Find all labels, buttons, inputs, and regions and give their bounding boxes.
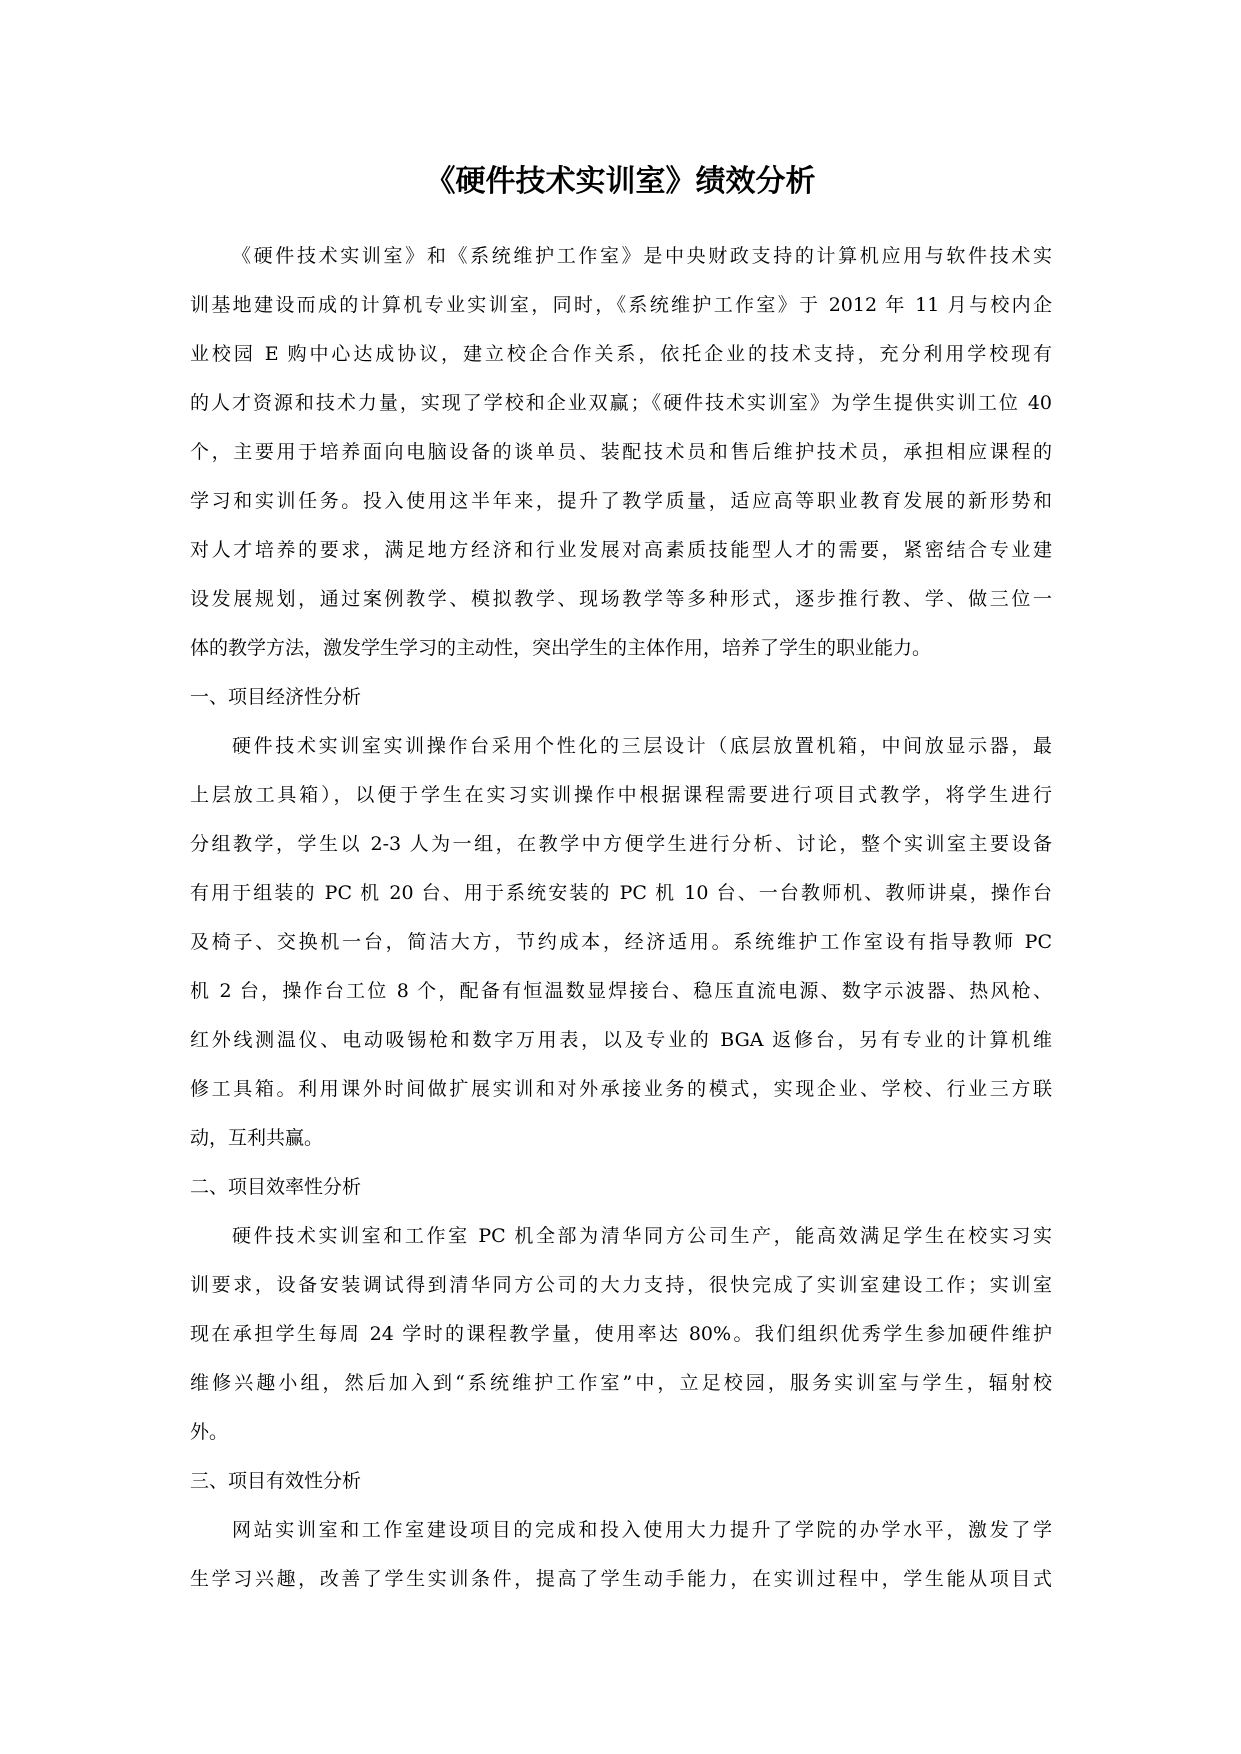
paragraph-line: 对人才培养的要求，满足地方经济和行业发展对高素质技能型人才的需要，紧密结合专业建 — [190, 539, 1052, 561]
paragraph-line: 现在承担学生每周 24 学时的课程教学量，使用率达 80%。我们组织优秀学生参加硬件维护 — [190, 1323, 1052, 1345]
paragraph-line: 机 2 台，操作台工位 8 个，配备有恒温数显焊接台、稳压直流电源、数字示波器、热风枪、 — [190, 980, 1052, 1002]
paragraph-line: 体的教学方法，激发学生学习的主动性，突出学生的主体作用，培养了学生的职业能力。 — [190, 637, 932, 659]
section-heading: 三、项目有效性分析 — [190, 1470, 362, 1492]
paragraph-line: 红外线测温仪、电动吸锡枪和数字万用表，以及专业的 BGA 返修台，另有专业的计算机维 — [190, 1029, 1052, 1051]
paragraph-line: 动，互利共赢。 — [190, 1127, 324, 1149]
paragraph-line: 网站实训室和工作室建设项目的完成和投入使用大力提升了学院的办学水平，激发了学 — [232, 1519, 1052, 1541]
paragraph-line: 业校园 E 购中心达成协议，建立校企合作关系，依托企业的技术支持，充分利用学校现有 — [190, 343, 1052, 365]
paragraph-line: 上层放工具箱），以便于学生在实习实训操作中根据课程需要进行项目式教学，将学生进行 — [190, 784, 1052, 806]
paragraph-line: 设发展规划，通过案例教学、模拟教学、现场教学等多种形式，逐步推行教、学、做三位一 — [190, 588, 1052, 610]
paragraph-line: 外。 — [190, 1421, 229, 1443]
paragraph-line: 生学习兴趣，改善了学生实训条件，提高了学生动手能力，在实训过程中，学生能从项目式 — [190, 1568, 1052, 1590]
paragraph-line: 的人才资源和技术力量，实现了学校和企业双赢；《硬件技术实训室》为学生提供实训工位 40 — [190, 392, 1052, 414]
paragraph-line: 维修兴趣小组，然后加入到“系统维护工作室”中，立足校园，服务实训室与学生，辐射校 — [190, 1372, 1052, 1394]
paragraph-line: 学习和实训任务。投入使用这半年来，提升了教学质量，适应高等职业教育发展的新形势和 — [190, 490, 1052, 512]
paragraph-line: 修工具箱。利用课外时间做扩展实训和对外承接业务的模式，实现企业、学校、行业三方联 — [190, 1078, 1052, 1100]
paragraph-line: 《硬件技术实训室》和《系统维护工作室》是中央财政支持的计算机应用与软件技术实 — [232, 245, 1052, 267]
paragraph-line: 训要求，设备安装调试得到清华同方公司的大力支持，很快完成了实训室建设工作；实训室 — [190, 1274, 1052, 1296]
document-body — [190, 232, 1052, 1604]
paragraph-line: 个，主要用于培养面向电脑设备的谈单员、装配技术员和售后维护技术员，承担相应课程的 — [190, 441, 1052, 463]
paragraph-line: 分组教学，学生以 2-3 人为一组，在教学中方便学生进行分析、讨论，整个实训室主要设备 — [190, 833, 1052, 855]
paragraph-line: 硬件技术实训室实训操作台采用个性化的三层设计（底层放置机箱，中间放显示器，最 — [232, 735, 1052, 757]
paragraph-line: 硬件技术实训室和工作室 PC 机全部为清华同方公司生产，能高效满足学生在校实习实 — [232, 1225, 1052, 1247]
paragraph-line: 及椅子、交换机一台，简洁大方，节约成本，经济适用。系统维护工作室设有指导教师 PC — [190, 931, 1052, 953]
section-heading: 二、项目效率性分析 — [190, 1176, 362, 1198]
paragraph-line: 训基地建设而成的计算机专业实训室，同时，《系统维护工作室》于 2012 年 11 月与校内企 — [190, 294, 1052, 316]
paragraph-line: 有用于组装的 PC 机 20 台、用于系统安装的 PC 机 10 台、一台教师机、教师讲桌，操作台 — [190, 882, 1052, 904]
section-heading: 一、项目经济性分析 — [190, 686, 362, 708]
document-title: 《硬件技术实训室》绩效分析 — [425, 164, 816, 199]
